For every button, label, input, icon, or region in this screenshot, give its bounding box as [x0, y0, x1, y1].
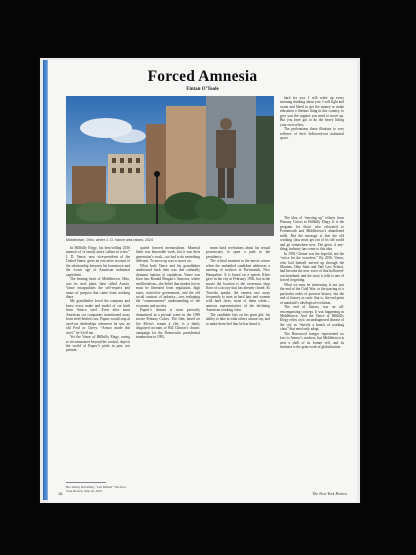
column-2-paragraph: What both Vance and his grandfather understood back then was that culturally dynamic nations of capitalism. Vance was born into Ronald Reagan’s America, where neoliberalism—the belief that market forces must be liberated from regulation, high taxes, restrictive government, and the old social contract of industry—was reshaping the “commonsense” understanding of the economy and society.: [136, 263, 200, 308]
column-1-paragraph: The beating heart of Middletown, Ohio, was its steel plant, then called Armco. Vance encapsulates the self-respect and sense of purpose that came from working there.: [66, 277, 130, 299]
column-1-lead: In Hillbilly Elegy, his best-selling 2016 memoir of “a family and a culture in crisis,” J. D. Vance, now vice-president of the United States, gives an evocative account of the relationship between his hometown and the iconic age of American industrial capitalism.: [66, 246, 130, 277]
text-column-2: [136, 246, 200, 340]
text-column-4-bottom: [280, 216, 344, 350]
column-3-paragraph: The critical moment in the movie comes when the embattled candidate addresses a meeting of workers in Portsmouth, New Hampshire. It is based on a speech Klein gave in the city in February 1992, but in the movie the location is the cavernous shop floor of a factory that has already closed. As Travolta speaks, the camera cuts away frequently to men in hard hats and women with hard faces, most of them white—anxious representatives of the declining American working class.: [206, 259, 270, 313]
article-title: Forced Amnesia: [147, 68, 258, 85]
column-4-paragraph: The end of history was an all-encompassing concept. It was happening in Middletown. And the Vance of Hillbilly Elegy relies on it: an undiagnosed disease of the city as “mostly a bunch of working class” that need only adapt.: [280, 305, 344, 332]
footnote-rule: [66, 482, 106, 483]
column-4-paragraph: The idea of “moving up” echoes from Primary Colors to Hillbilly Elegy. It is the program for those who relocated to Portsmouth and Middletown’s abandoned mills. But the message is that the old working class must get out of its old world and go somewhere new. The great, if any-thing, industry has come to this idea.: [280, 216, 344, 252]
text-column-4-top: [280, 96, 344, 141]
street-scene-image: [66, 96, 274, 236]
text-column-1: [66, 246, 130, 353]
column-2-paragraph: Papaw’s dictum is most precisely dramatized in a pivotal scene in the 1998 movie Primary Colors. The film, based on Joe Klein’s roman à clef, is a thinly disguised account of Bill Clinton’s chaotic campaign for the Democratic presidential nomination in 1992.: [136, 308, 200, 340]
column-4-paragraph: In 1992 Clinton was the hopeful, not the “voice for the voiceless.” By 2016, Vance, who had himself moved up through the Marines, Ohio State and Yale Law School, had become the new voice of that hollowed-out heartland, and the story it tells is one of forced forgetting.: [280, 251, 344, 283]
page-number: 18: [58, 491, 63, 496]
journal-name: The New York Review: [312, 491, 347, 496]
column-3-paragraph: The candidate lays on his great gift: his ability to take in what others cannot say, and to make them feel that he has heard it.: [206, 312, 270, 326]
magazine-page: [48, 60, 357, 502]
column-1-paragraph: Yet the Vance of Hillbilly Elegy, owing to circumstances beyond his control, depicts the world of Papaw’s pride in past, not present.: [66, 335, 130, 353]
article-byline: Fintan O’Toole: [186, 87, 219, 92]
text-column-3: [206, 246, 270, 326]
column-1-paragraph: My grandfather loved the company and knew every make and model of car built from Armco steel. Even after most American car companies transitioned away from steel-bodied cars, Papaw would stop at used-car dealerships whenever he saw an old Ford or Chevy. “Armco made this steel,” he’d tell me.: [66, 299, 130, 335]
column-3-paragraph: mean lurid revelations about his sexual promiscuity to open a path to the presidency.: [206, 246, 270, 259]
column-4-paragraph: hard for you. I will wake up every morning thinking about you. I will fight and sweat and bleed to get the money to make education a lifetime thing in this country, to give you the support you need to move up. But you have got to do the heavy lifting your own selves.: [280, 96, 344, 127]
column-4-paragraph: What we may be witnessing is not just the end of the Cold War, or the passing of a particular order of postwar history, but the end of history as such: that is, the end point of mankind’s ideological evolution.: [280, 282, 344, 305]
photo-caption: Middletown, Ohio, where J. D. Vance was raised, 2024: [66, 238, 154, 242]
article-photo: [66, 96, 274, 236]
column-4-paragraph: The proletarians these illusions to very reflexes of their hollowed-out industrial space.: [280, 127, 344, 141]
column-4-paragraph: The Rinewood merger represented no loss to Armco’s workers, but Middletown is now a shell of its former self, and its business is the grim work of globalization.: [280, 331, 344, 350]
column-2-paragraph: quired favored memorialism. Material labor was honorable work, but it was their generation’s work—we had to do something different. To move up was to move on.: [136, 246, 200, 264]
footnote: Her Nanny Ravishing, “Left Behind” The New York Review, June 26, 2025.: [66, 485, 127, 493]
